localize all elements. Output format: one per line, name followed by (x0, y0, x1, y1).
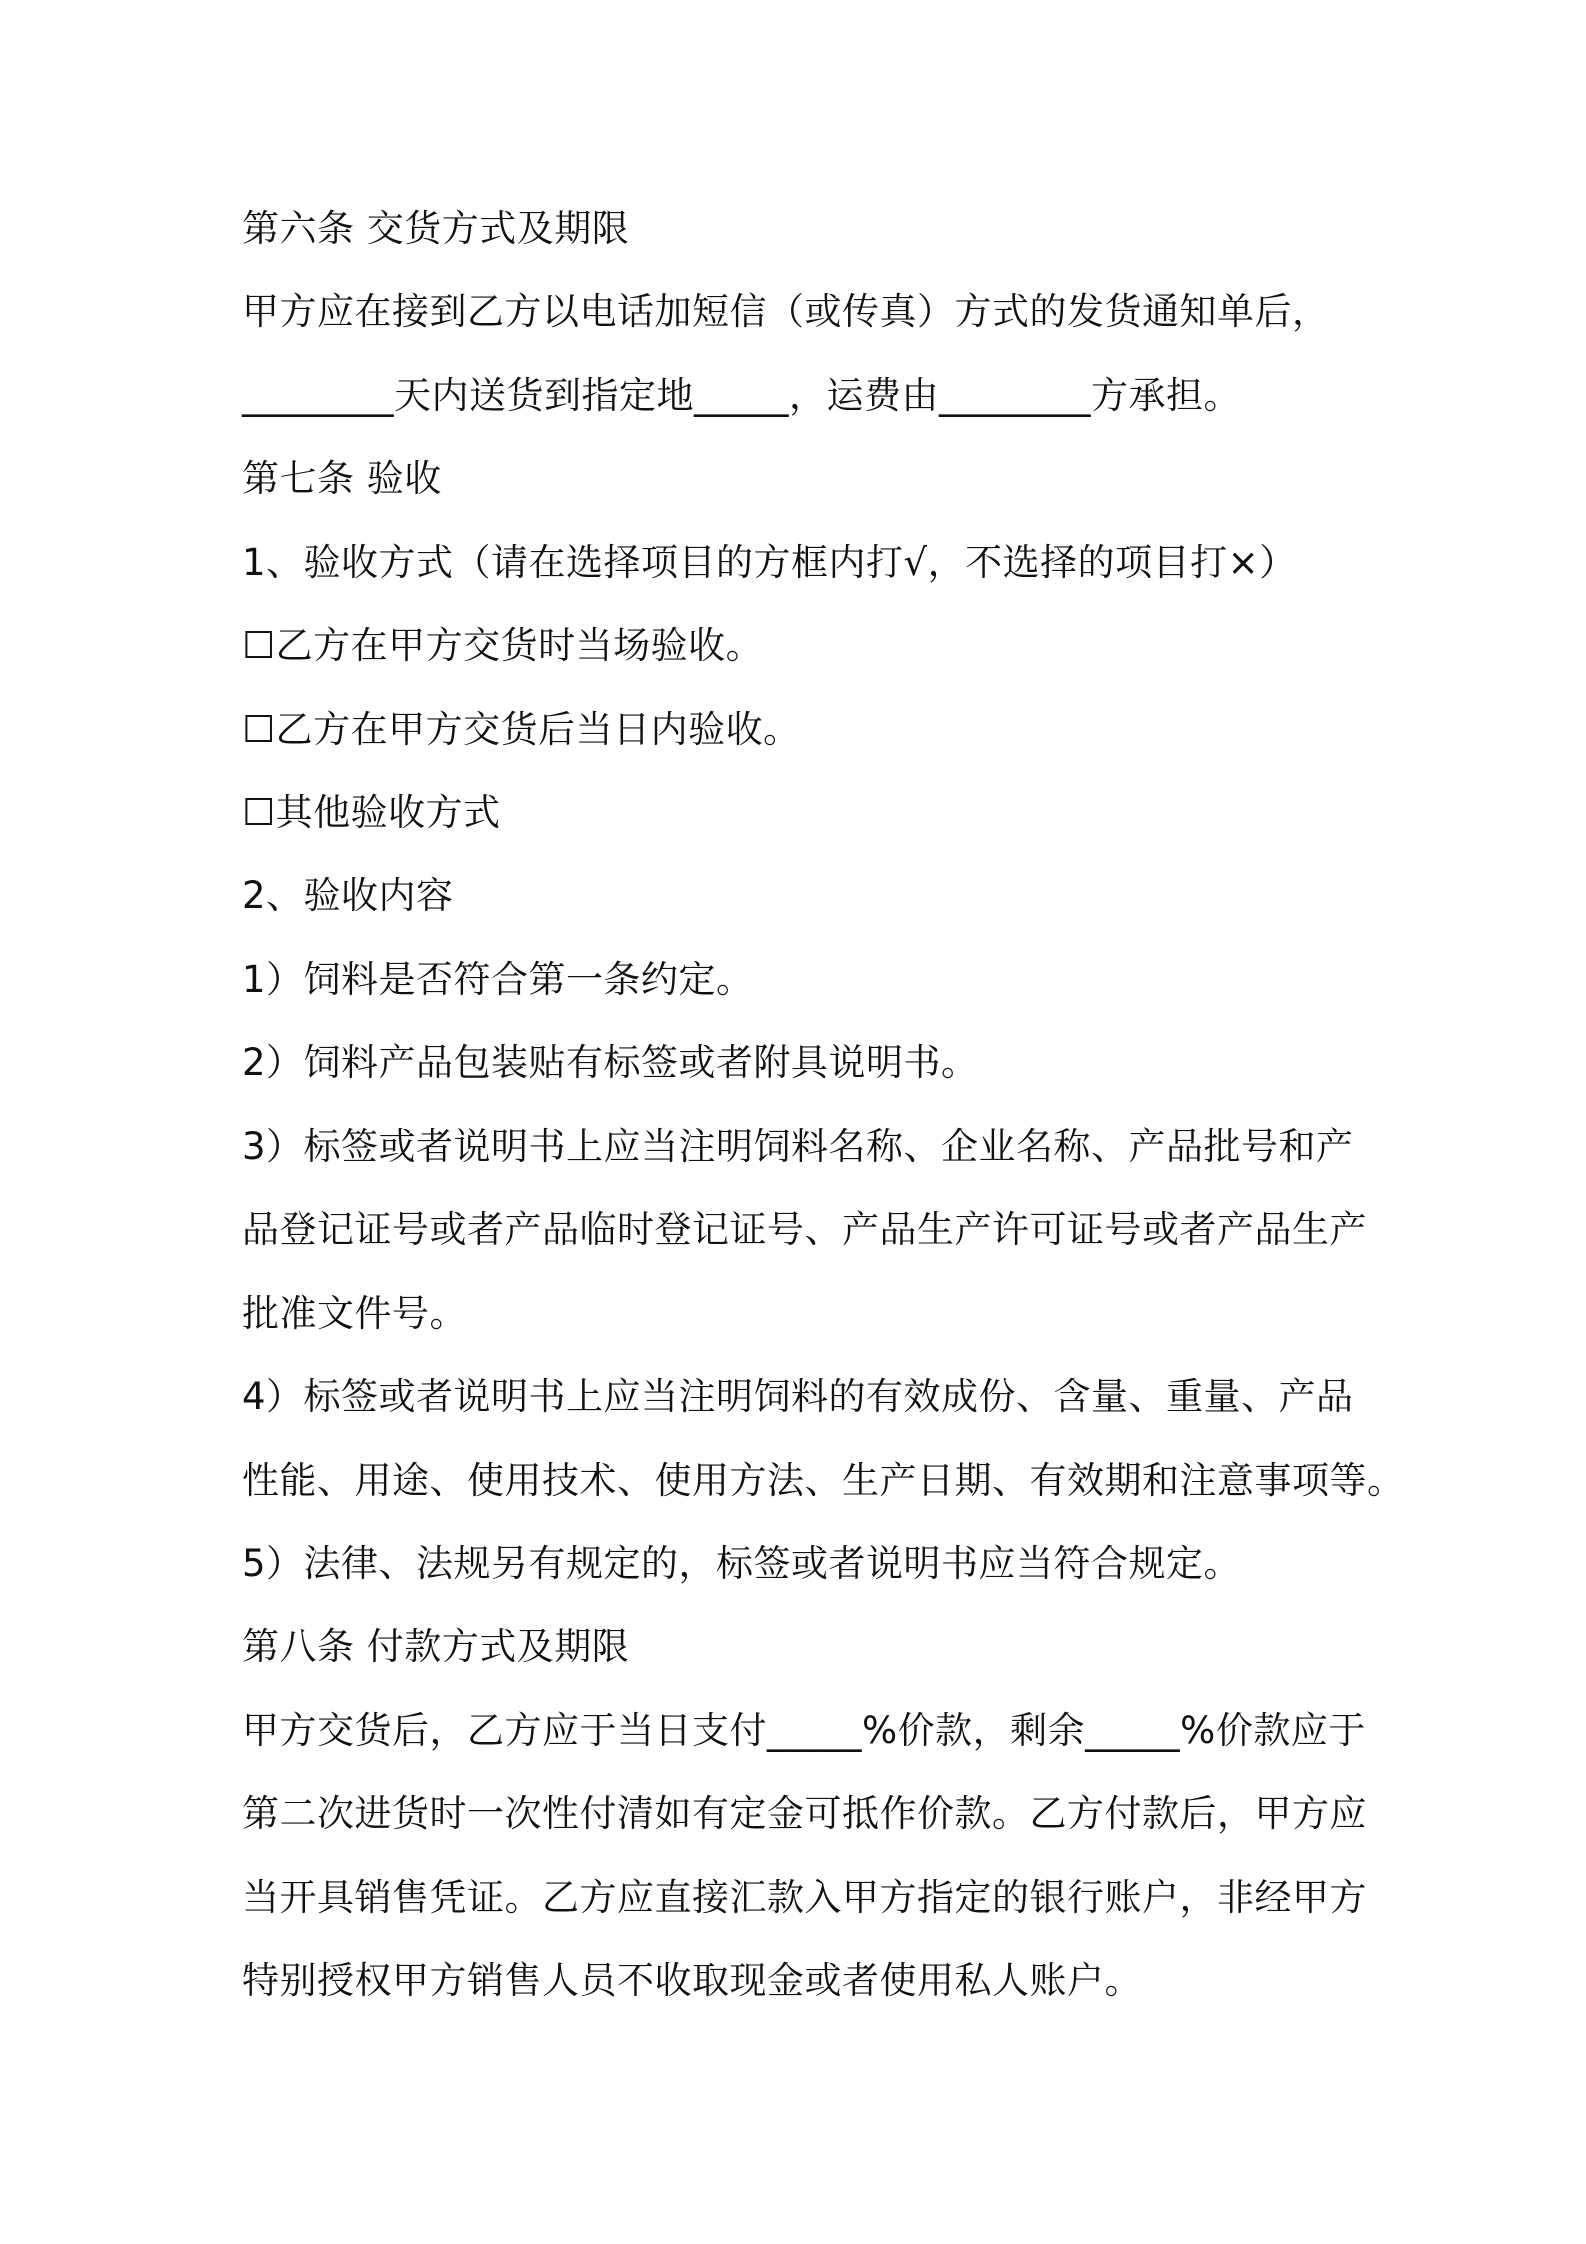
list-item: 5）法律、法规另有规定的，标签或者说明书应当符合规定。 (242, 1542, 1242, 1585)
paragraph-line: 甲方应在接到乙方以电话加短信（或传真）方式的发货通知单后， (242, 290, 1330, 333)
list-item: 1）饲料是否符合第一条约定。 (242, 958, 754, 1001)
paragraph-line: 性能、用途、使用技术、使用方法、生产日期、有效期和注意事项等。 (242, 1459, 1405, 1502)
paragraph-line: 第二次进货时一次性付清如有定金可抵作价款。乙方付款后，甲方应 (242, 1792, 1367, 1835)
checkbox-option-line: ☐乙方在甲方交货后当日内验收。 (242, 708, 801, 751)
article-8-heading: 第八条 付款方式及期限 (242, 1625, 630, 1668)
paragraph-line: 品登记证号或者产品临时登记证号、产品生产许可证号或者产品生产 (242, 1208, 1367, 1251)
paragraph-line: 甲方交货后，乙方应于当日支付_____%价款，剩余_____%价款应于 (242, 1709, 1366, 1752)
paragraph-line: 特别授权甲方销售人员不收取现金或者使用私人账户。 (242, 1959, 1142, 2002)
paragraph-line: 1、验收方式（请在选择项目的方框内打√，不选择的项目打×） (242, 541, 1297, 584)
list-item: 2）饲料产品包装贴有标签或者附具说明书。 (242, 1041, 979, 1084)
checkbox-option-line: ☐其他验收方式 (242, 791, 501, 834)
paragraph-line: ________天内送货到指定地_____，运费由________方承担。 (242, 374, 1241, 417)
paragraph-line: 当开具销售凭证。乙方应直接汇款入甲方指定的银行账户，非经甲方 (242, 1876, 1367, 1919)
article-6-heading: 第六条 交货方式及期限 (242, 207, 630, 250)
list-item: 4）标签或者说明书上应当注明饲料的有效成份、含量、重量、产品 (242, 1375, 1354, 1418)
paragraph-line: 批准文件号。 (242, 1292, 467, 1335)
list-item: 3）标签或者说明书上应当注明饲料名称、企业名称、产品批号和产 (242, 1125, 1354, 1168)
paragraph-line: 2、验收内容 (242, 874, 454, 917)
checkbox-option-line: ☐乙方在甲方交货时当场验收。 (242, 624, 764, 667)
article-7-heading: 第七条 验收 (242, 457, 442, 500)
